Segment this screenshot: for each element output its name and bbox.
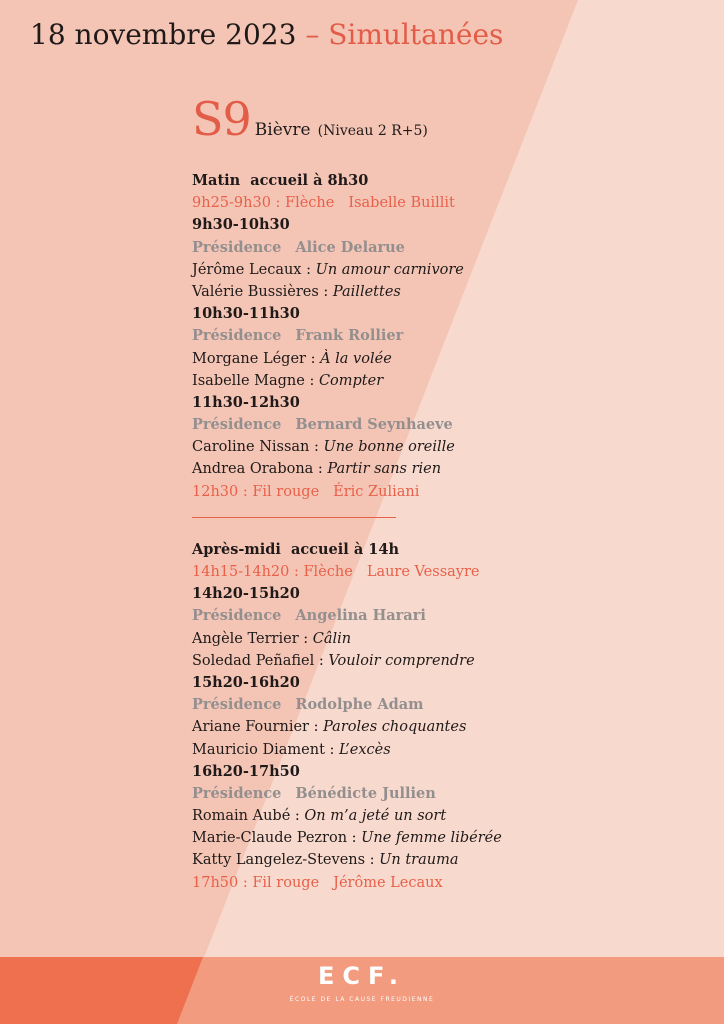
logo-subtitle: ÉCOLE DE LA CAUSE FREUDIENNE	[289, 996, 435, 1003]
afternoon-welcome: accueil à 14h	[290, 540, 399, 558]
slot-time: 16h20-17h50	[192, 762, 300, 780]
room-code: S9	[192, 92, 251, 146]
slot-time: 14h20-15h20	[192, 585, 300, 603]
event-date: 18 novembre 2023	[30, 18, 297, 51]
title-dash: –	[305, 18, 320, 51]
talk: Ariane Fournier : Paroles choquantes	[192, 719, 467, 736]
slot-time: 10h30-11h30	[192, 305, 300, 323]
slot-time: 9h30-10h30	[192, 216, 290, 234]
slot-time: 15h20-16h20	[192, 673, 300, 691]
page-title	[30, 18, 503, 51]
talk: Soledad Peñafiel : Vouloir comprendre	[192, 652, 475, 669]
room-name: Bièvre	[254, 120, 311, 140]
talk: Valérie Bussières : Paillettes	[192, 283, 401, 300]
logo-mark: ECF.	[318, 962, 406, 990]
room-location: (Niveau 2 R+5)	[317, 123, 428, 139]
presidency: Présidence Alice Delarue	[192, 238, 405, 256]
presidency: Présidence Rodolphe Adam	[192, 696, 424, 714]
schedule	[192, 170, 612, 894]
presidency: Présidence Frank Rollier	[192, 327, 404, 345]
presidency: Présidence Bernard Seynhaeve	[192, 416, 453, 434]
talk: Isabelle Magne : Compter	[192, 372, 384, 389]
presidency: Présidence Angelina Harari	[192, 607, 426, 625]
talk: Jérôme Lecaux : Un amour carnivore	[192, 261, 464, 278]
section-divider	[192, 517, 396, 518]
talk: Morgane Léger : À la volée	[192, 350, 392, 367]
afternoon-intro: 14h15-14h20 : Flèche Laure Vessayre	[192, 564, 480, 580]
morning-intro: 9h25-9h30 : Flèche Isabelle Buillit	[192, 195, 455, 212]
morning-closing: 12h30 : Fil rouge Éric Zuliani	[192, 483, 420, 500]
talk: Caroline Nissan : Une bonne oreille	[192, 439, 455, 456]
afternoon-closing: 17h50 : Fil rouge Jérôme Lecaux	[192, 874, 443, 891]
talk: Mauricio Diament : L’excès	[192, 741, 391, 758]
slot-time: 11h30-12h30	[192, 393, 300, 411]
morning-heading: Matin accueil à 8h30	[192, 172, 369, 189]
room-header	[192, 92, 428, 146]
talk: Angèle Terrier : Câlin	[192, 630, 352, 647]
talk: Marie-Claude Pezron : Une femme libérée	[192, 830, 502, 847]
talk: Romain Aubé : On m’a jeté un sort	[192, 808, 447, 825]
presidency: Présidence Bénédicte Jullien	[192, 784, 436, 802]
ecf-logo	[0, 962, 724, 1003]
talk: Andrea Orabona : Partir sans rien	[192, 461, 442, 478]
talk: Katty Langelez-Stevens : Un trauma	[192, 852, 459, 869]
morning-welcome: accueil à 8h30	[250, 172, 369, 189]
afternoon-heading: Après-midi accueil à 14h	[192, 540, 399, 558]
event-type: Simultanées	[328, 18, 504, 51]
